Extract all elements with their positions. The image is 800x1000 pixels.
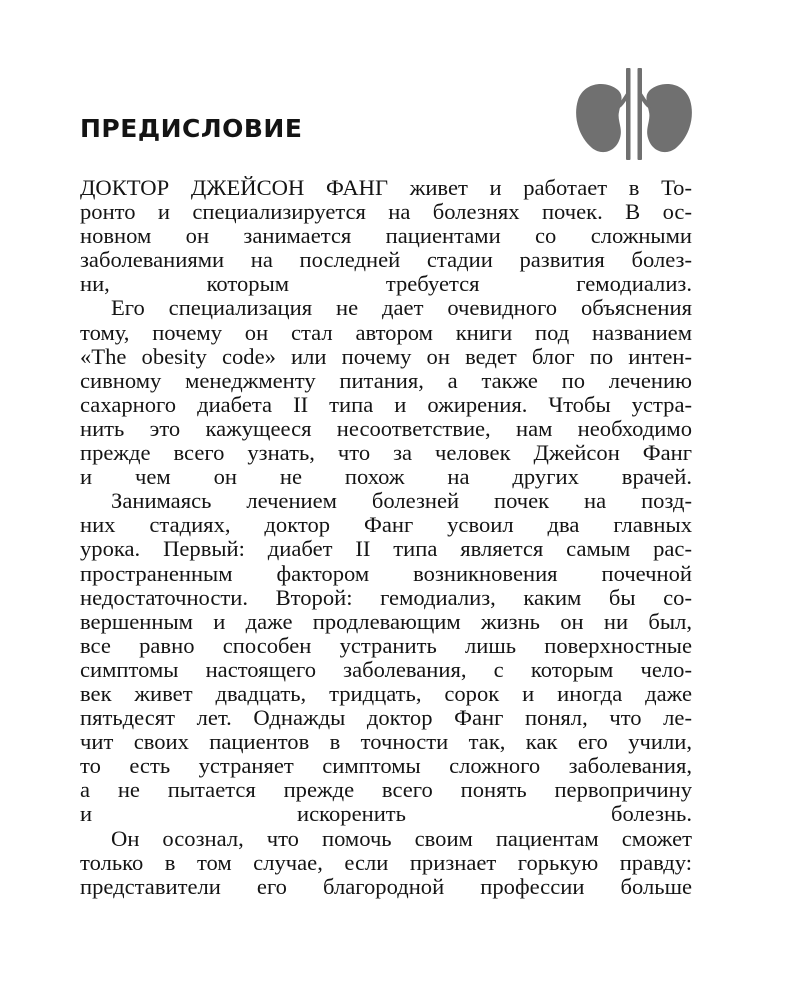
- text-line: чит своих пациентов в точности так, как его учили,: [80, 729, 692, 755]
- text-line: ДОКТОР ДЖЕЙСОН ФАНГ живет и работает в То-: [80, 175, 692, 200]
- text-line: ни, которым требуется гемодиализ.: [80, 271, 692, 297]
- text-line: все равно способен устранить лишь поверхностные: [80, 632, 692, 658]
- text-line: и чем он не похож на других врачей.: [80, 464, 692, 490]
- text-line: пятьдесят лет. Однажды доктор Фанг понял, что ле-: [80, 705, 692, 731]
- text-line: симптомы настоящего заболевания, с которым чело-: [80, 656, 692, 682]
- body-text: [80, 176, 692, 899]
- text-line: только в том случае, если признает горькую правду:: [80, 849, 692, 875]
- text-line: ронто и специализируется на болезнях почек. В ос-: [80, 199, 692, 225]
- text-line: Он осознал, что помочь своим пациентам сможет: [111, 825, 692, 851]
- text-line: тому, почему он стал автором книги под названием: [80, 319, 692, 345]
- text-line: вершенным и даже продлевающим жизнь он ни был,: [80, 608, 692, 634]
- text-line: новном он занимается пациентами со сложными: [80, 223, 692, 249]
- text-line: а не пытается прежде всего понять первопричину: [80, 777, 692, 803]
- text-line: них стадиях, доктор Фанг усвоил два главных: [80, 512, 692, 538]
- text-line: урока. Первый: диабет II типа является самым рас-: [80, 536, 692, 562]
- text-line: нить это кажущееся несоответствие, нам необходимо: [80, 415, 692, 441]
- text-line: сивному менеджменту питания, а также по лечению: [80, 367, 692, 393]
- text-line: представители его благородной профессии больше: [80, 873, 692, 899]
- text-line: «The obesity code» или почему он ведет блог по интен-: [80, 343, 692, 369]
- text-line: пространенным фактором возникновения почечной: [80, 560, 692, 586]
- paragraph: [80, 176, 692, 296]
- paragraph: [80, 827, 692, 899]
- chapter-heading: ПРЕДИСЛОВИЕ: [80, 114, 303, 143]
- text-line: недостаточности. Второй: гемодиализ, каким бы со-: [80, 584, 692, 610]
- paragraph: [80, 489, 692, 826]
- text-line: заболеваниями на последней стадии развития болез-: [80, 247, 692, 273]
- text-line: сахарного диабета II типа и ожирения. Чтобы устра-: [80, 391, 692, 417]
- text-line: Занимаясь лечением болезней почек на позд-: [111, 488, 692, 514]
- text-line: Его специализация не дает очевидного объяснения: [111, 295, 692, 321]
- text-line: то есть устраняет симптомы сложного заболевания,: [80, 753, 692, 779]
- text-line: прежде всего узнать, что за человек Джейсон Фанг: [80, 440, 692, 466]
- kidneys-icon: [572, 66, 696, 160]
- text-line: век живет двадцать, тридцать, сорок и иногда даже: [80, 680, 692, 706]
- paragraph: [80, 296, 692, 489]
- text-line: и искоренить болезнь.: [80, 801, 692, 827]
